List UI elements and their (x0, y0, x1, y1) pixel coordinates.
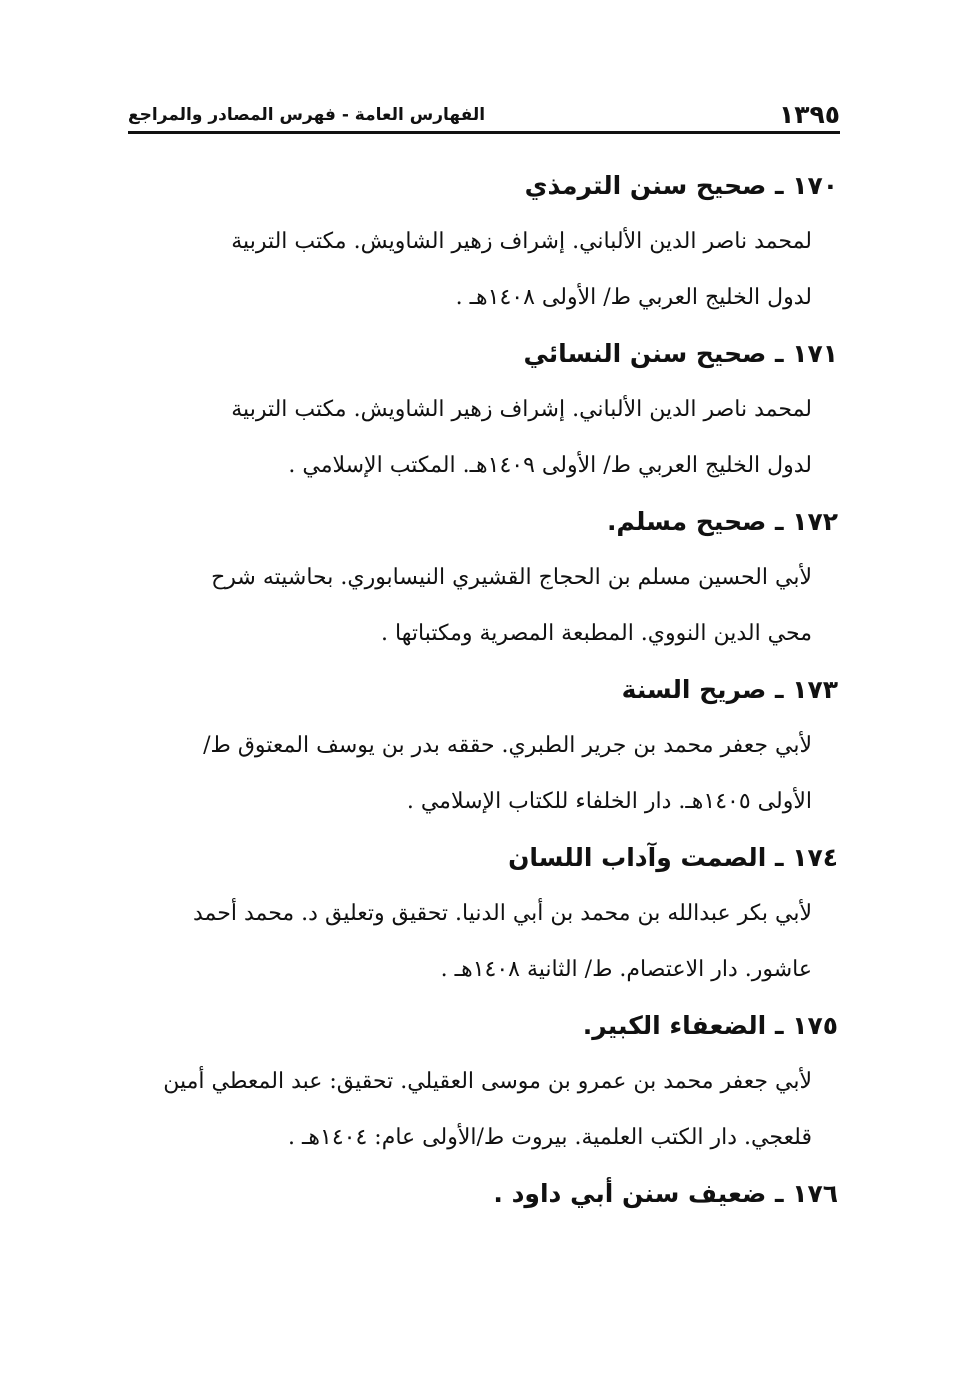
entry-line: لأبي بكر عبدالله بن محمد بن أبي الدنيا. تحقيق وتعليق د. محمد أحمد (192, 901, 812, 926)
entry-line: لأبي الحسين مسلم بن الحجاج القشيري النيسابوري. بحاشيته شرح (211, 565, 812, 590)
bibliography-entry (122, 830, 838, 998)
bibliography-entry (122, 326, 838, 494)
bibliography-entry (122, 1166, 838, 1222)
entry-line: لدول الخليج العربي ط/ الأولى ١٤٠٩هـ. المكتب الإسلامي . (288, 453, 812, 478)
header-divider (128, 131, 840, 134)
entry-line: محي الدين النووي. المطبعة المصرية ومكتباتها . (381, 621, 812, 646)
entry-description (122, 214, 812, 326)
entry-description (122, 382, 812, 494)
entry-line: لدول الخليج العربي ط/ الأولى ١٤٠٨هـ . (455, 285, 812, 310)
entry-line: لمحمد ناصر الدين الألباني. إشراف زهير الشاويش. مكتب التربية (231, 397, 812, 422)
entry-line: قلعجي. دار الكتب العلمية. بيروت ط/الأولى عام: ١٤٠٤هـ . (288, 1125, 812, 1150)
entry-title: ١٧٤ ـ الصمت وآداب اللسان (508, 843, 838, 872)
bibliography-entry (122, 158, 838, 326)
entry-line: الأولى ١٤٠٥هـ. دار الخلفاء للكتاب الإسلامي . (406, 789, 812, 814)
bibliography-entry (122, 998, 838, 1166)
bibliography-list (122, 158, 838, 1222)
entry-line: لأبي جعفر محمد بن عمرو بن موسى العقيلي. تحقيق: عبد المعطي أمين (163, 1069, 812, 1094)
entry-description (122, 718, 812, 830)
entry-description (122, 550, 812, 662)
entry-line: لأبي جعفر محمد بن جرير الطبري. حققه بدر بن يوسف المعتوق ط/ (203, 733, 812, 758)
entry-description (122, 886, 812, 998)
bibliography-entry (122, 662, 838, 830)
entry-description (122, 1054, 812, 1166)
entry-title: ١٧٥ ـ الضعفاء الكبير. (582, 1011, 838, 1040)
entry-title: ١٧٠ ـ صحيح سنن الترمذي (524, 171, 838, 200)
running-header (128, 92, 840, 130)
entry-title: ١٧١ ـ صحيح سنن النسائي (523, 339, 838, 368)
bibliography-entry (122, 494, 838, 662)
entry-line: لمحمد ناصر الدين الألباني. إشراف زهير الشاويش. مكتب التربية (231, 229, 812, 254)
entry-title: ١٧٢ ـ صحيح مسلم. (606, 507, 838, 536)
running-header-title: الفهارس العامة - فهرس المصادر والمراجع (128, 105, 486, 125)
entry-title: ١٧٦ ـ ضعيف سنن أبي داود . (493, 1179, 838, 1208)
entry-line: عاشور. دار الاعتصام. ط/ الثانية ١٤٠٨هـ . (440, 957, 812, 982)
entry-title: ١٧٣ ـ صريح السنة (621, 675, 838, 704)
page-number: ١٣٩٥ (778, 100, 840, 129)
